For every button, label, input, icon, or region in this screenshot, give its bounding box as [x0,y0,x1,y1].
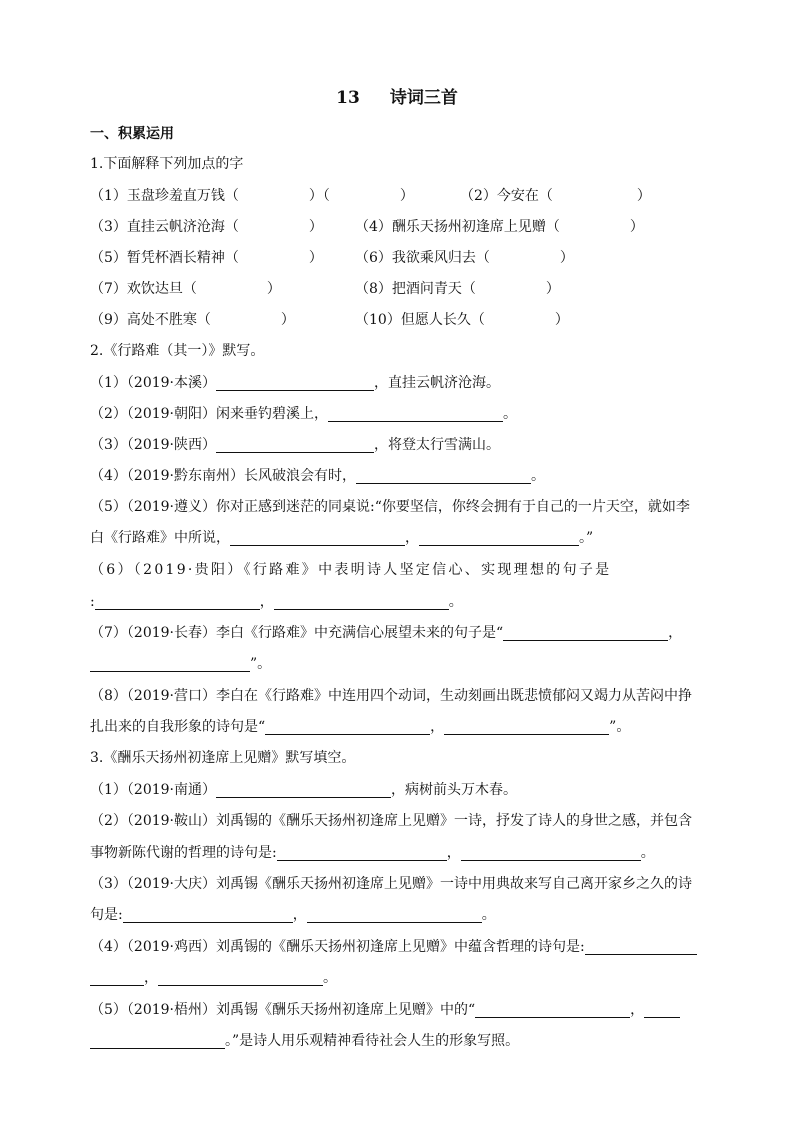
answer-blank[interactable] [95,594,260,610]
answer-blank[interactable] [265,719,430,735]
q2-line: （4）（2019·黔东南州）长风破浪会有时， 。 [90,468,545,484]
q3-line: 句是: ， 。 [90,907,496,923]
q2-line: （7）（2019·长春）李白《行路难》中充满信心展望未来的句子是“ ， [90,625,683,641]
q2-line: （5）（2019·遵义）你对正感到迷茫的同桌说:“你要坚信，你终会拥有于自己的一片天空，就如李 [90,499,690,515]
q1-item: （1）玉盘珍羞直万钱（ ）（ ） [90,188,414,204]
answer-blank[interactable] [90,970,144,986]
answer-blank[interactable] [277,845,447,861]
answer-blank[interactable] [644,1002,680,1018]
answer-blank[interactable] [90,1033,225,1049]
q2-line: ”。 [90,654,271,674]
q2-line: : ， 。 [90,594,463,610]
q2-line: 白《行路难》中所说， ， 。” [90,530,594,546]
q3-line: ， 。 [90,968,337,988]
answer-blank[interactable] [444,719,609,735]
q1-item: （10）但愿人长久（ ） [355,312,569,328]
lesson-number: 13 [336,88,360,108]
answer-blank[interactable] [158,970,323,986]
q1-item: （6）我欲乘风归去（ ） [355,250,574,266]
q2-line: （1）（2019·本溪） ，直挂云帆济沧海。 [90,375,500,391]
answer-blank[interactable] [216,782,391,798]
q3-stem: 3.《酬乐天扬州初逢席上见赠》默写填空。 [90,750,356,766]
answer-blank[interactable] [123,907,293,923]
answer-blank[interactable] [216,375,374,391]
q3-line: （2）（2019·鞍山）刘禹锡的《酬乐天扬州初逢席上见赠》一诗，抒发了诗人的身世之感，并包含 [90,813,692,829]
q2-line: （3）（2019·陕西） ，将登太行雪满山。 [90,437,500,453]
q2-line: （8）（2019·营口）李白在《行路难》中连用四个动词，生动刻画出既悲愤郁闷又竭力从苦闷中挣 [90,688,692,704]
q3-line: 。”是诗人用乐观精神看待社会人生的形象写照。 [90,1031,519,1051]
q3-line: （5）（2019·梧州）刘禹锡《酬乐天扬州初逢席上见赠》中的“ ， [90,1000,680,1020]
answer-blank[interactable] [356,468,531,484]
q1-item: （9）高处不胜寒（ ） [90,312,295,328]
q2-stem: 2.《行路难（其一）》默写。 [90,343,265,359]
answer-blank[interactable] [328,406,503,422]
q1-item: （3）直挂云帆济沧海（ ） [90,219,323,235]
q1-item: （7）欢饮达旦（ ） [90,281,281,297]
answer-blank[interactable] [419,530,579,546]
lesson-title: 诗词三首 [389,88,458,108]
section-heading: 一、积累运用 [90,126,174,142]
answer-blank[interactable] [307,907,482,923]
answer-blank[interactable] [585,939,697,955]
answer-blank[interactable] [216,437,374,453]
answer-blank[interactable] [503,625,668,641]
q3-line: （1）（2019·南通） ，病树前头万木春。 [90,782,517,798]
answer-blank[interactable] [274,594,449,610]
q3-line: （3）（2019·大庆）刘禹锡《酬乐天扬州初逢席上见赠》一诗中用典故来写自己离开家乡之久的诗 [90,876,692,892]
q1-stem: 1.下面解释下列加点的字 [90,156,244,172]
q1-item: （8）把酒问青天（ ） [355,281,560,297]
q2-line: （6）（2019·贵阳）《行路难》中表明诗人坚定信心、实现理想的句子是 [90,562,612,578]
q2-line: 扎出来的自我形象的诗句是“ ， ”。 [90,719,631,735]
q3-line: （4）（2019·鸡西）刘禹锡的《酬乐天扬州初逢席上见赠》中蕴含哲理的诗句是: [90,937,697,957]
q1-item: （2）今安在（ ） [460,188,651,204]
q1-item: （4）酬乐天扬州初逢席上见赠（ ） [355,219,644,235]
answer-blank[interactable] [475,1002,630,1018]
q2-line: （2）（2019·朝阳）闲来垂钓碧溪上， 。 [90,406,517,422]
answer-blank[interactable] [461,845,641,861]
q1-item: （5）暂凭杯酒长精神（ ） [90,250,323,266]
q3-line: 事物新陈代谢的哲理的诗句是: ， 。 [90,845,655,861]
answer-blank[interactable] [230,530,405,546]
answer-blank[interactable] [90,656,250,672]
page-title [0,88,794,108]
